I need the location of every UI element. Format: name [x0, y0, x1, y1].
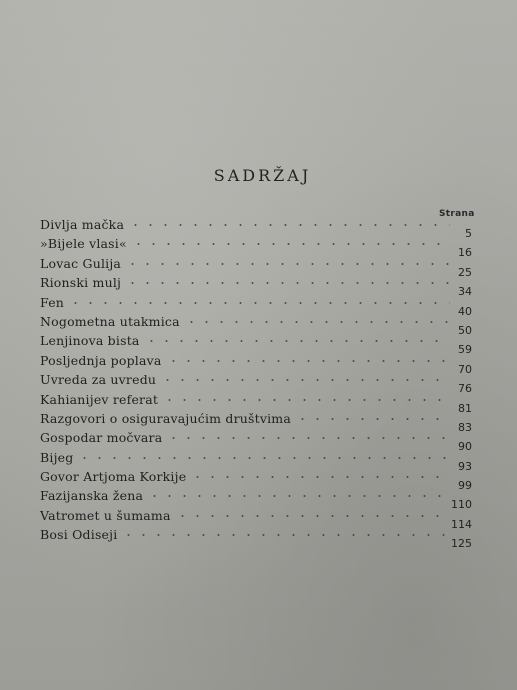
dot-leader	[128, 221, 450, 229]
toc-entry-page: 114	[451, 517, 472, 531]
toc-entry-title: Lovac Gulija	[40, 255, 122, 271]
dot-leader	[160, 376, 450, 384]
toc-entry-title: Nogometna utakmica	[40, 313, 180, 329]
dot-leader	[121, 531, 450, 539]
toc-entry-title: Razgovori o osiguravajućim društvima	[40, 410, 292, 426]
toc-entry-page: 81	[458, 401, 472, 415]
toc-entry	[40, 290, 472, 318]
dot-leader	[184, 318, 450, 326]
toc-entry	[40, 523, 472, 551]
toc-entry-title: Gospodar močvara	[40, 430, 163, 446]
dot-leader	[68, 299, 450, 307]
toc-entry-page: 93	[458, 459, 472, 473]
toc-entry-page: 99	[458, 479, 472, 493]
toc-entry	[40, 387, 472, 415]
toc-entry	[40, 271, 472, 299]
table-of-contents	[40, 212, 472, 551]
toc-entry-page: 70	[458, 362, 472, 376]
toc-entry-title: Fen	[40, 294, 65, 310]
toc-entry	[40, 426, 472, 454]
toc-entry	[40, 212, 472, 240]
toc-entry-page: 110	[451, 498, 472, 512]
dot-leader	[162, 396, 450, 404]
toc-entry-page: 83	[458, 420, 472, 434]
dot-leader	[295, 415, 450, 423]
toc-entry-page: 16	[458, 246, 472, 260]
toc-entry	[40, 329, 472, 357]
toc-entry-title: Uvreda za uvredu	[40, 372, 157, 388]
toc-entry-title: Divlja mačka	[40, 217, 125, 232]
dot-leader	[190, 473, 450, 481]
page-column-header: Strana	[439, 209, 475, 219]
toc-entry-page: 34	[458, 285, 472, 299]
dot-leader	[147, 492, 450, 500]
toc-entry	[40, 465, 472, 493]
toc-entry-page: 59	[458, 343, 472, 357]
dot-leader	[144, 337, 450, 345]
toc-entry-title: Bijeg	[40, 449, 74, 465]
toc-entry-title: Lenjinova bista	[40, 333, 140, 349]
toc-entry	[40, 251, 472, 279]
dot-leader	[77, 454, 450, 462]
toc-entry-page: 50	[458, 323, 472, 337]
toc-entry	[40, 503, 472, 531]
dot-leader	[125, 260, 450, 268]
toc-entry-page: 90	[458, 440, 472, 454]
dot-leader	[131, 240, 450, 248]
toc-entry	[40, 310, 472, 337]
toc-entry	[40, 348, 472, 376]
toc-entry-title: Govor Artjoma Korkije	[40, 469, 187, 485]
toc-entry-page: 125	[451, 537, 472, 551]
dot-leader	[175, 512, 450, 520]
toc-entry-page: 5	[465, 227, 472, 240]
toc-entry-title: Rionski mulj	[40, 275, 122, 291]
toc-entry-page: 76	[458, 382, 472, 396]
toc-entry	[40, 445, 472, 473]
dot-leader	[166, 434, 450, 442]
toc-entry-title: Kahianijev referat	[40, 391, 159, 407]
toc-entry-title: Bosi Odiseji	[40, 527, 118, 543]
toc-entry	[40, 407, 472, 434]
toc-entry-page: 25	[458, 265, 472, 279]
dot-leader	[166, 357, 450, 365]
toc-entry	[40, 368, 472, 396]
page-title: SADRŽAJ	[213, 166, 312, 185]
toc-entry	[40, 484, 472, 512]
dot-leader	[125, 279, 450, 287]
toc-entry-title: »Bijele vlasi«	[40, 236, 127, 252]
toc-entry-page: 40	[458, 304, 472, 318]
toc-entry-title: Vatromet u šumama	[40, 507, 171, 523]
toc-entry-title: Posljednja poplava	[40, 352, 162, 368]
toc-entry-title: Fazijanska žena	[40, 488, 144, 504]
toc-entry	[40, 232, 472, 260]
